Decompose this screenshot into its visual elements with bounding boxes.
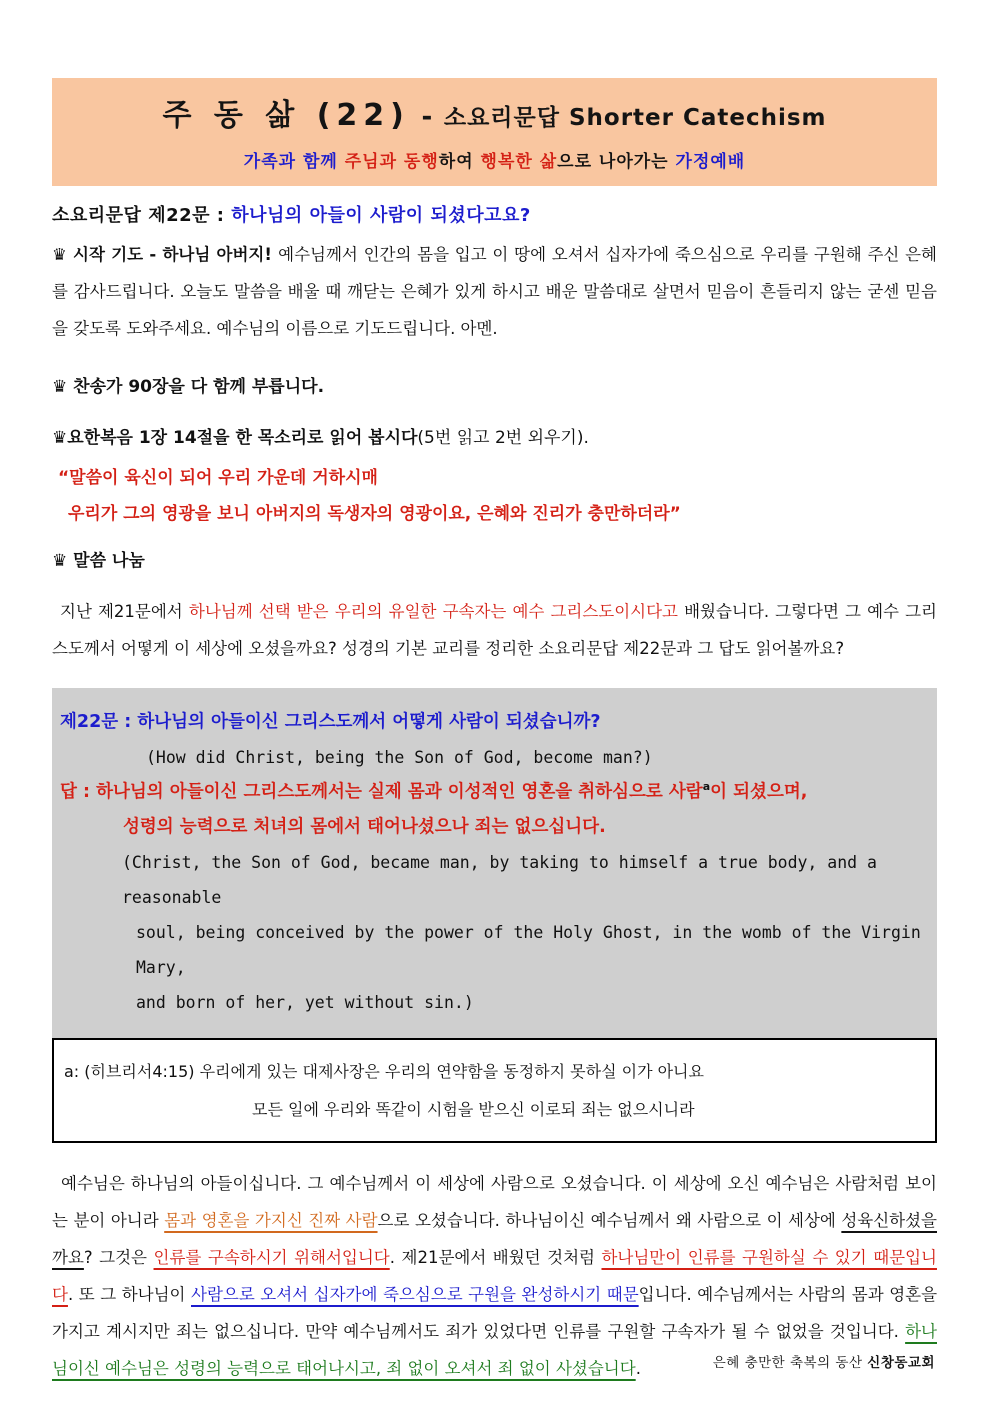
qa-answer-english-line-3: and born of her, yet without sin.) bbox=[136, 993, 474, 1012]
title-dash: - bbox=[421, 102, 433, 132]
scripture-reading-line bbox=[52, 423, 937, 448]
qa-answer-line-2: 성령의 능력으로 처녀의 몸에서 태어나셨으나 죄는 없으십니다. bbox=[123, 817, 606, 837]
qa-question-korean: 제22문 : 하나님의 아들이신 그리스도께서 어떻게 사람이 되셨습니까? bbox=[60, 712, 601, 732]
page-title-main: 주 동 삶 (22) bbox=[162, 98, 410, 133]
hymn-label: 찬송가 90장을 다 함께 부릅니다. bbox=[67, 377, 325, 397]
crown-icon: ♛ bbox=[52, 245, 67, 264]
crown-icon: ♛ bbox=[52, 551, 68, 571]
word-sharing-label: 말씀 나눔 bbox=[67, 551, 145, 571]
catechism-qa-box bbox=[52, 688, 937, 1038]
crown-icon: ♛ bbox=[52, 377, 68, 397]
verse-quote bbox=[52, 460, 937, 532]
qa-answer-english-line-1: (Christ, the Son of God, became man, by taking to himself a true body, and a reasonable bbox=[122, 853, 877, 907]
reading-instruction: 요한복음 1장 14절을 한 목소리로 읽어 봅시다 bbox=[67, 428, 418, 448]
footnote-line-2: 모든 일에 우리와 똑같이 시험을 받으신 이로되 죄는 없으시니라 bbox=[252, 1100, 695, 1119]
page-title-sub: 소요리문답 Shorter Catechism bbox=[443, 105, 827, 131]
header-banner bbox=[52, 78, 937, 186]
verse-line-1: “말씀이 육신이 되어 우리 가운데 거하시매 bbox=[58, 468, 378, 488]
page-subtitle: 가족과 함께 주님과 동행하여 행복한 삶으로 나아가는 가정예배 bbox=[243, 152, 746, 172]
footnote-line-1: a: (히브리서4:15) 우리에게 있는 대제사장은 우리의 연약함을 동정하지 못하실 이가 아니요 bbox=[64, 1062, 704, 1081]
discussion-paragraph: 지난 제21문에서 하나님께 선택 받은 우리의 유일한 구속자는 예수 그리스도이시다고 배웠습니다. 그렇다면 그 예수 그리스도께서 어떻게 이 세상에 오셨을까요? 성경의 기본 교리를 정리한 소요리문답 제22문과 그 답도 읽어볼까요? bbox=[52, 602, 937, 658]
crown-icon: ♛ bbox=[52, 428, 68, 448]
hymn-line bbox=[52, 372, 937, 397]
qa-answer-english-line-2: soul, being conceived by the power of the Holy Ghost, in the womb of the Virgin Mary, bbox=[136, 923, 921, 977]
footer-motto: 은혜 충만한 축복의 동산 bbox=[712, 1355, 868, 1371]
qa-answer-line-1: 답 : 하나님의 아들이신 그리스도께서는 실제 몸과 이성적인 영혼을 취하심으로 사람$^a$이 되셨으며, bbox=[60, 780, 808, 802]
opening-prayer-text: 시작 기도 - 하나님 아버지! 예수님께서 인간의 몸을 입고 이 땅에 오셔서 십자가에 죽으심으로 우리를 구원해 주신 은혜를 감사드립니다. 오늘도 말씀을 배울 때 깨닫는 은혜가 있게 하시고 배운 말씀대로 살면서 믿음이 흔들리지 않는 굳센 믿음을 갖도록 도와주세요. 예수님의 이름으로 기도드립니다. 아멘. bbox=[52, 245, 937, 338]
church-name: 신창동교회 bbox=[867, 1355, 935, 1371]
verse-line-2: 우리가 그의 영광을 보니 아버지의 독생자의 영광이요, 은혜와 진리가 충만하더라” bbox=[68, 504, 681, 524]
page-title bbox=[58, 90, 931, 134]
word-sharing-heading bbox=[52, 546, 937, 571]
footnote-box bbox=[52, 1038, 937, 1143]
opening-prayer-paragraph bbox=[52, 236, 937, 347]
commentary-paragraph: 예수님은 하나님의 아들이십니다. 그 예수님께서 이 세상에 사람으로 오셨습니다. 이 세상에 오신 예수님은 사람처럼 보이는 분이 아니라 몸과 영혼을 가지신 진짜 사람으로 오셨습니다. 하나님이신 예수님께서 왜 사람으로 이 세상에 성육신하셨을까요? 그것은 인류를 구속하시기 위해서입니다. 제21문에서 배웠던 것처럼 하나님만이 인류를 구원하실 수 있기 때문입니다. 또 그 하나님이 사람으로 오셔서 십자가에 죽으심으로 구원을 완성하시기 때문입니다. 예수님께서는 사람의 몸과 영혼을 가지고 계시지만 죄는 없으십니다. 만약 예수님께서도 죄가 있었다면 인류를 구원할 구속자가 될 수 없었을 것입니다. 하나님이신 예수님은 성령의 능력으로 태어나시고, 죄 없이 오셔서 죄 없이 사셨습니다. bbox=[52, 1174, 938, 1378]
catechism-question-heading: 소요리문답 제22문 : 하나님의 아들이 사람이 되셨다고요? bbox=[52, 205, 531, 226]
qa-question-english: (How did Christ, being the Son of God, become man?) bbox=[146, 748, 653, 767]
footer bbox=[713, 1351, 935, 1371]
reading-note: (5번 읽고 2번 외우기). bbox=[417, 428, 589, 448]
